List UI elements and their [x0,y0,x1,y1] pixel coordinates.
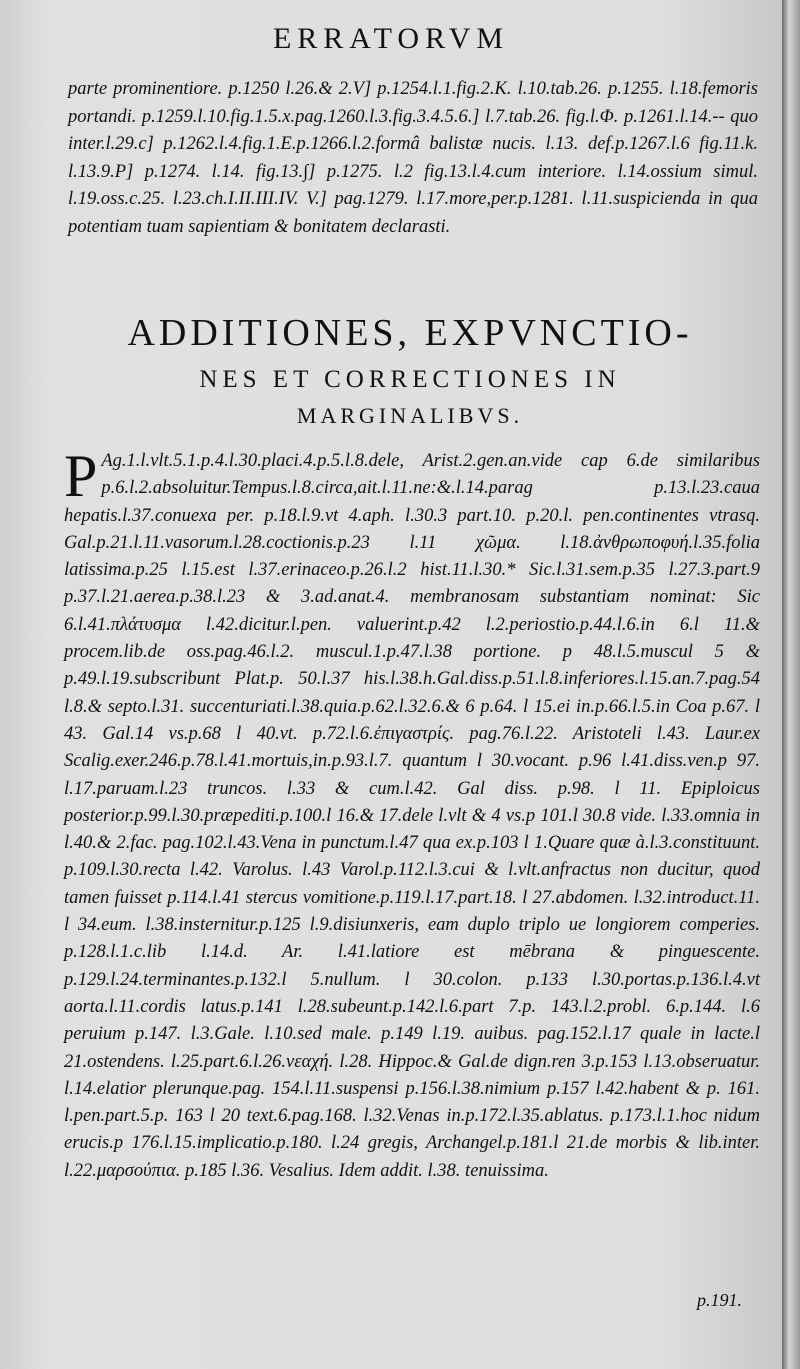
section-heading-line-3: MARGINALIBVS. [296,403,524,428]
page-edge [782,0,800,1369]
errata-paragraph: parte prominentiore. p.1250 l.26.& 2.V] p.1254.l.1.fig.2.K. l.10.tab.26. p.1255. l.18.femoris portandi. p.1259.l.10.fig.1.5.x.pag.1260.l.3.fig.3.4.5.6.] l.7.tab.26. fig.l.Φ. p.1261.l.14.-- quo inter.l.29.c] p.1262.l.4.fig.1.E.p.1266.l.2.formâ balistæ nucis. l.13. def.p.1267.l.6 fig.11.k. l.13.9.P] p.1274. l.14. fig.13.∫] p.1275. l.2 fig.13.l.4.cum interiore. l.14.ossium simul. l.19.oss.c.25. l.23.ch.I.II.III.IV. V.] pag.1279. l.17.more,per.p.1281. l.11.suspicienda in qua potentiam tuam sapientiam & bonitatem declarasti. [68,79,758,237]
additions-paragraph [64,443,760,1185]
section-heading [60,310,760,432]
running-head: ERRATORVM [272,22,510,55]
additions-text: Ag.1.l.vlt.5.1.p.4.l.30.placi.4.p.5.l.8.dele, Arist.2.gen.an.vide cap 6.de similaribus p.6.l.2.absoluitur.Tempus.l.8.circa,ait.l.11.ne:&.l.14.parag p.13.l.23.caua hepatis.l.37.conuexa per. p.18.l.9.vt 4.aph. l.30.3 part.10. p.20.l. pen.continentes vtrasq. Gal.p.21.l.11.vasorum.l.28.coctionis.p.23 l.11 χῶμα. l.18.ἀνθρωποφυή.l.35.folia latissima.p.25 l.15.est l.37.erinaceo.p.26.l.2 hist.11.l.30.* Sic.l.31.sem.p.35 l.27.3.part.9 p.37.l.21.aerea.p.38.l.23 & 3.ad.anat.4. membranosam substantiam nominat: Sic 6.l.41.πλάτυσμα l.42.dicitur.l.pen. valuerint.p.42 l.2.periostio.p.44.l.6.in 6.l 11.& procem.lib.de oss.pag.46.l.2. muscul.1.p.47.l.38 portione. p 48.l.5.muscul 5 & p.49.l.19.subscribunt Plat.p. 50.l.37 his.l.38.h.Gal.diss.p.51.l.8.inferiores.l.15.an.7.pag.54 l.8.& septo.l.31. succenturiati.l.38.quia.p.62.l.32.6.& 6 p.64. l 15.ei in.p.66.l.5.in Coa p.67. l 43. Gal.14 vs.p.68 l 40.vt. p.72.l.6.ἐπιγαστρίς. pag.76.l.22. Aristoteli l.43. Laur.ex Scalig.exer.246.p.78.l.41.mortuis,in.p.93.l.7. quantum l 30.vocant. p.96 l.41.diss.ven.p 97. l.17.paruam.l.23 truncos. l.33 & cum.l.42. Gal diss. p.98. l 11. Epiploicus posterior.p.99.l.30.præpediti.p.100.l 16.& 17.dele l.vlt & 4 vs.p 101.l 30.8 vide. l.33.omnia in l.40.& 2.fac. pag.102.l.43.Vena in punctum.l.47 qua ex.p.103 l 1.Quare quæ à.l.3.constituunt. p.109.l.30.recta l.42. Varolus. l.43 Varol.p.112.l.3.cui & l.vlt.anfractus non ducitur, quod tamen fuisset p.114.l.41 stercus vomitione.p.119.l.17.part.18. l 27.abdomen. l.32.introduct.11. l 34.eum. l.38.insternitur.p.125 l.9.disiunxeris, eam duplo triplo ue longiorem comperies. p.128.l.1.c.lib l.14.d. Ar. l.41.latiore est mēbrana & pinguescente. p.129.l.24.terminantes.p.132.l 5.nullum. l 30.colon. p.133 l.30.portas.p.136.l.4.vt aorta.l.11.cordis latus.p.141 l.28.subeunt.p.142.l.6.part 7.p. 143.l.2.probl. 6.p.144. l.6 peruium p.147. l.3.Gale. l.10.sed male. p.149 l.19. auibus. pag.152.l.17 quale in lacte.l 21.ostendens. l.25.part.6.l.26.νεαχή. l.28. Hippoc.& Gal.de dign.ren 3.p.153 l.13.obseruatur. l.14.elatior plerunque.pag. 154.l.11.suspensi p.156.l.38.nimium p.157 l.42.habent & p. 161. l.pen.part.5.p. 163 l 20 text.6.pag.168. l.32.Venas in.p.172.l.35.ablatus. p.173.l.1.hoc nidum erucis.p 176.l.15.implicatio.p.180. l.24 gregis, Archangel.p.181.l 21.de morbis & lib.inter. l.22.μαρσούπια. p.185 l.36. Vesalius. Idem addit. l.38. tenuissima. [64,451,760,1181]
section-heading-line-1: ADDITIONES, EXPVNCTIO- [127,312,693,354]
catchword: p.191. [697,1290,742,1310]
section-heading-line-2: NES ET CORRECTIONES IN [199,366,621,393]
drop-cap: P [64,443,98,509]
